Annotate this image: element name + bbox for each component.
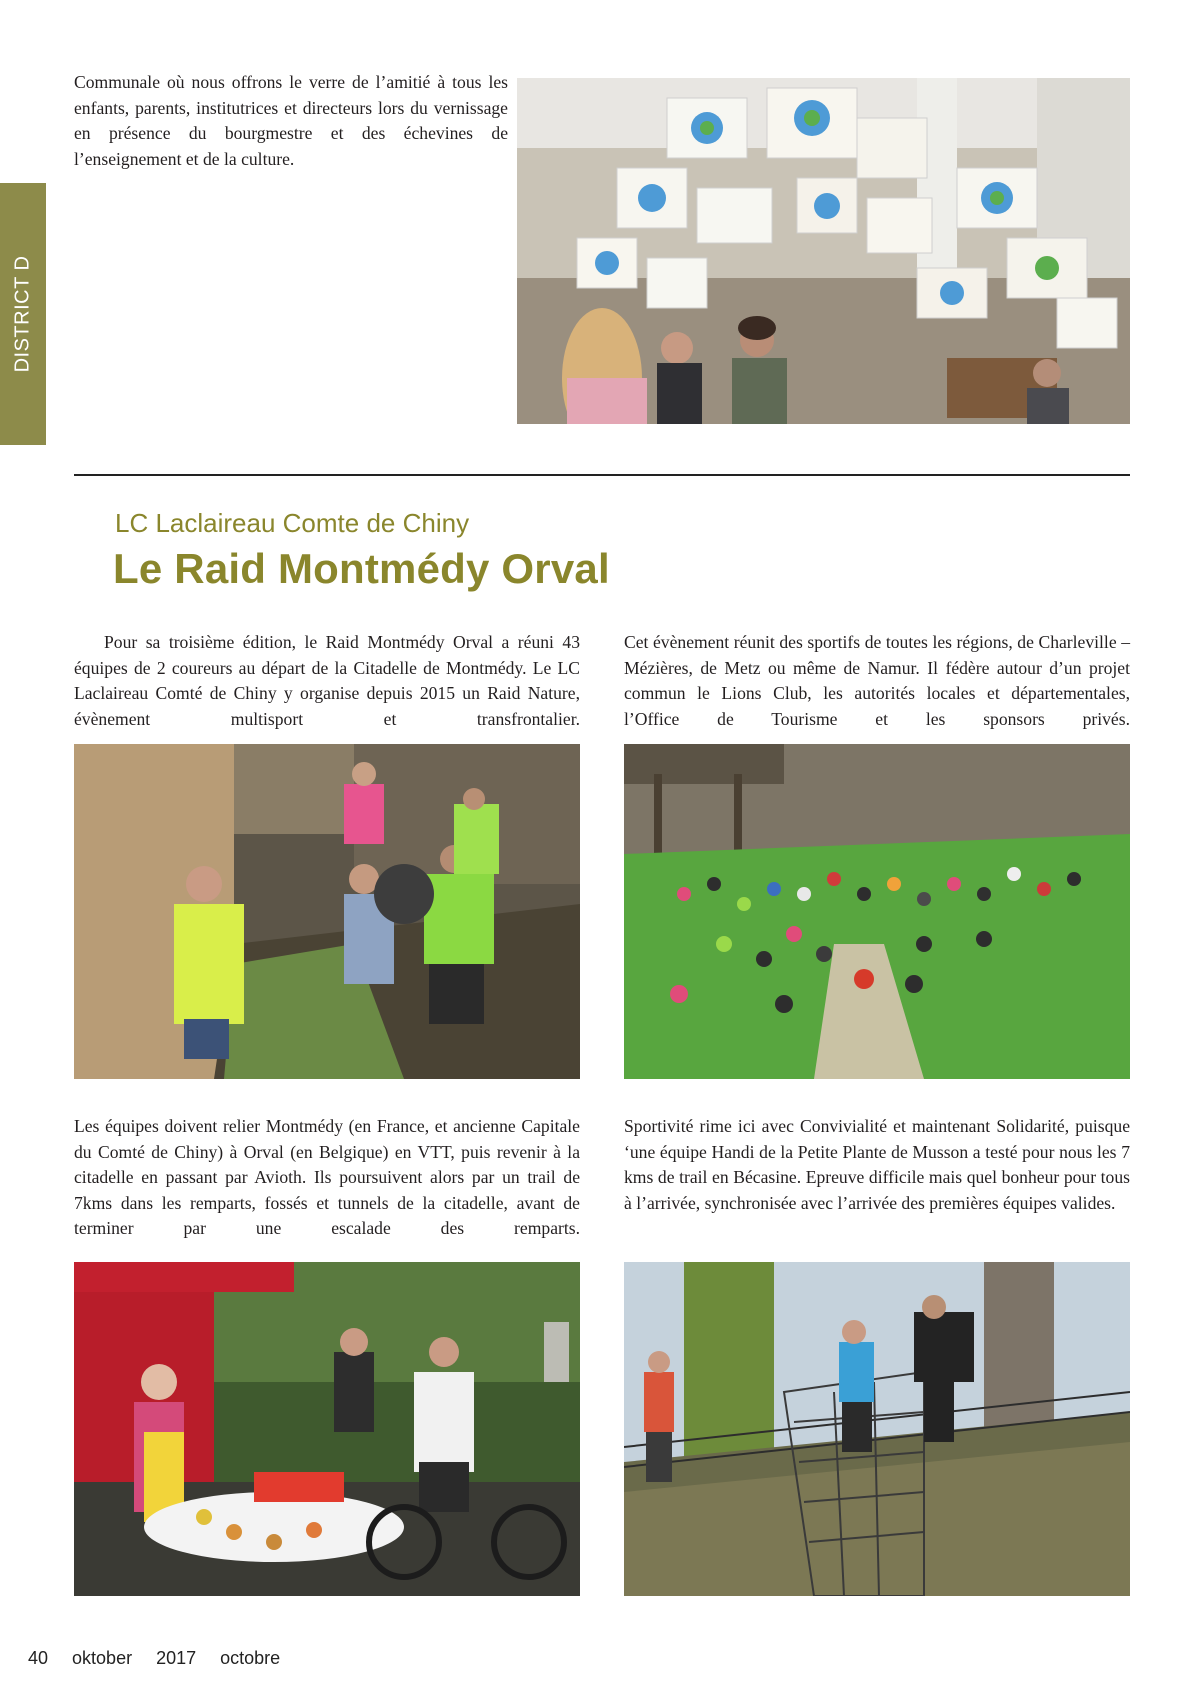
paragraph-intro: Pour sa troisième édition, le Raid Montmédy Orval a réuni 43 équipes de 2 coureurs au départ de la Citadelle de Montmédy. Le LC Laclaireau Comté de Chiny y organise depuis 2015 un Raid Nature, évènement multisport et transfrontalier. (74, 632, 580, 729)
footer-month-fr: octobre (220, 1648, 281, 1668)
page-number: 40 (28, 1648, 49, 1668)
refreshment-photo (74, 1262, 580, 1596)
district-tab (0, 183, 46, 445)
district-label: DISTRICT D (11, 255, 34, 373)
section-divider (74, 474, 1130, 476)
page-footer (28, 1648, 280, 1669)
paragraph-route: Les équipes doivent relier Montmédy (en France, et ancienne Capitale du Comté de Chiny) à Orval (en Belgique) en VTT, puis revenir à la citadelle en passant par Avioth. Ils poursuivent alors par un trail de 7kms dans les remparts, fossés et tunnels de la citadelle, avant de terminer par une escalade des remparts. (74, 1116, 580, 1239)
bike-start-photo (624, 744, 1130, 1079)
paragraph-participants: Cet évènement réunit des sportifs de toutes les régions, de Charleville – Mézières, de Metz ou même de Namur. Il fédère autour d’un projet commun le Lions Club, les autorités locales et départementales, l’Office de Tourisme et les sponsors privés. (624, 632, 1130, 729)
handi-team-photo (74, 744, 580, 1079)
footer-month-nl: oktober (72, 1648, 133, 1668)
footer-year: 2017 (156, 1648, 197, 1668)
club-name: LC Laclaireau Comte de Chiny (115, 508, 470, 538)
rampart-climb-photo (624, 1262, 1130, 1596)
exhibition-photo (517, 78, 1130, 424)
intro-paragraph: Communale où nous offrons le verre de l’amitié à tous les enfants, parents, institutrices et directeurs lors du vernissage en présence du bourgmestre et des échevines de l’enseignement et de la culture. (74, 72, 508, 169)
article-title: Le Raid Montmédy Orval (113, 545, 610, 592)
paragraph-solidarity: Sportivité rime ici avec Convivialité et maintenant Solidarité, puisque ‘une équipe Handi de la Petite Plante de Musson a testé pour nous les 7 kms de trail en Bécasine. Epreuve difficile mais quel bonheur pour tous à l’arrivée, synchronisée avec l’arrivée des premières équipes valides. (624, 1116, 1130, 1213)
